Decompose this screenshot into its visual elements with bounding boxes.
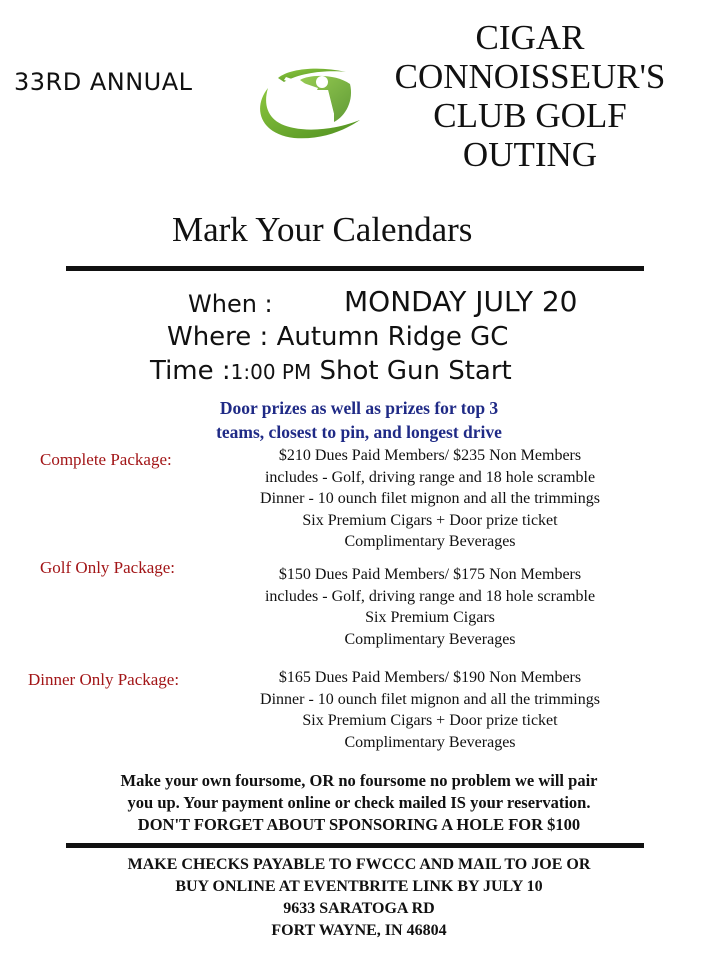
package-line: Dinner - 10 ounch filet mignon and all the trimmings (260, 490, 600, 507)
package-label-dinner-only: Dinner Only Package: (28, 670, 180, 689)
when-value: MONDAY JULY 20 (344, 285, 578, 318)
prizes-line: teams, closest to pin, and longest drive (216, 422, 502, 442)
package-line: includes - Golf, driving range and 18 hole scramble (264, 468, 596, 486)
package-line: Six Premium Cigars + Door prize ticket (302, 511, 558, 529)
footer-line: DON'T FORGET ABOUT SPONSORING A HOLE FOR $100 (137, 815, 581, 834)
event-title (362, 18, 698, 174)
headline: Mark Your Calendars (172, 210, 473, 249)
prizes-note (0, 396, 718, 444)
title-line: CIGAR (475, 18, 585, 57)
package-details-golf-only (200, 564, 660, 650)
package-details-complete (200, 445, 660, 553)
time-value: 1:00 PM (230, 360, 312, 384)
annual-label: 33RD ANNUAL (14, 68, 193, 96)
title-line: CONNOISSEUR'S (394, 57, 666, 96)
package-line: Dinner - 10 ounch filet mignon and all the trimmings (260, 690, 600, 708)
title-line: CLUB GOLF (433, 96, 627, 135)
mailing-line: BUY ONLINE AT EVENTBRITE LINK BY JULY 10 (175, 878, 543, 895)
time-label: Time : (150, 356, 231, 386)
package-details-dinner-only (200, 667, 660, 753)
divider (66, 266, 644, 271)
package-line: Complimentary Beverages (344, 630, 516, 648)
mailing-line: 9633 SARATOGA RD (283, 900, 435, 917)
package-line: Six Premium Cigars (365, 609, 495, 626)
package-label-golf-only: Golf Only Package: (40, 558, 176, 577)
time-suffix: Shot Gun Start (319, 356, 512, 386)
golfer-swing-icon (250, 60, 374, 142)
package-line: $150 Dues Paid Members/ $175 Non Members (278, 566, 582, 583)
package-line: includes - Golf, driving range and 18 hole scramble (264, 587, 596, 605)
reservation-note (0, 770, 718, 836)
footer-line: Make your own foursome, OR no foursome no problem we will pair (120, 771, 598, 790)
where-label: Where : (167, 322, 269, 352)
package-line: $165 Dues Paid Members/ $190 Non Members (278, 669, 582, 686)
mailing-line: MAKE CHECKS PAYABLE TO FWCCC AND MAIL TO JOE OR (127, 856, 591, 873)
divider (66, 843, 644, 848)
package-line: $210 Dues Paid Members/ $235 Non Members (278, 447, 582, 464)
package-line: Complimentary Beverages (344, 733, 516, 751)
prizes-line: Door prizes as well as prizes for top 3 (219, 398, 499, 418)
package-line: Complimentary Beverages (344, 533, 516, 550)
where-value: Autumn Ridge GC (276, 322, 509, 352)
footer-line: you up. Your payment online or check mailed IS your reservation. (127, 793, 591, 812)
mailing-line: FORT WAYNE, IN 46804 (271, 922, 447, 939)
package-line: Six Premium Cigars + Door prize ticket (302, 712, 558, 729)
mailing-info (0, 854, 718, 942)
title-line: OUTING (462, 135, 598, 174)
when-label: When : (188, 290, 273, 318)
package-label-complete: Complete Package: (40, 450, 172, 469)
